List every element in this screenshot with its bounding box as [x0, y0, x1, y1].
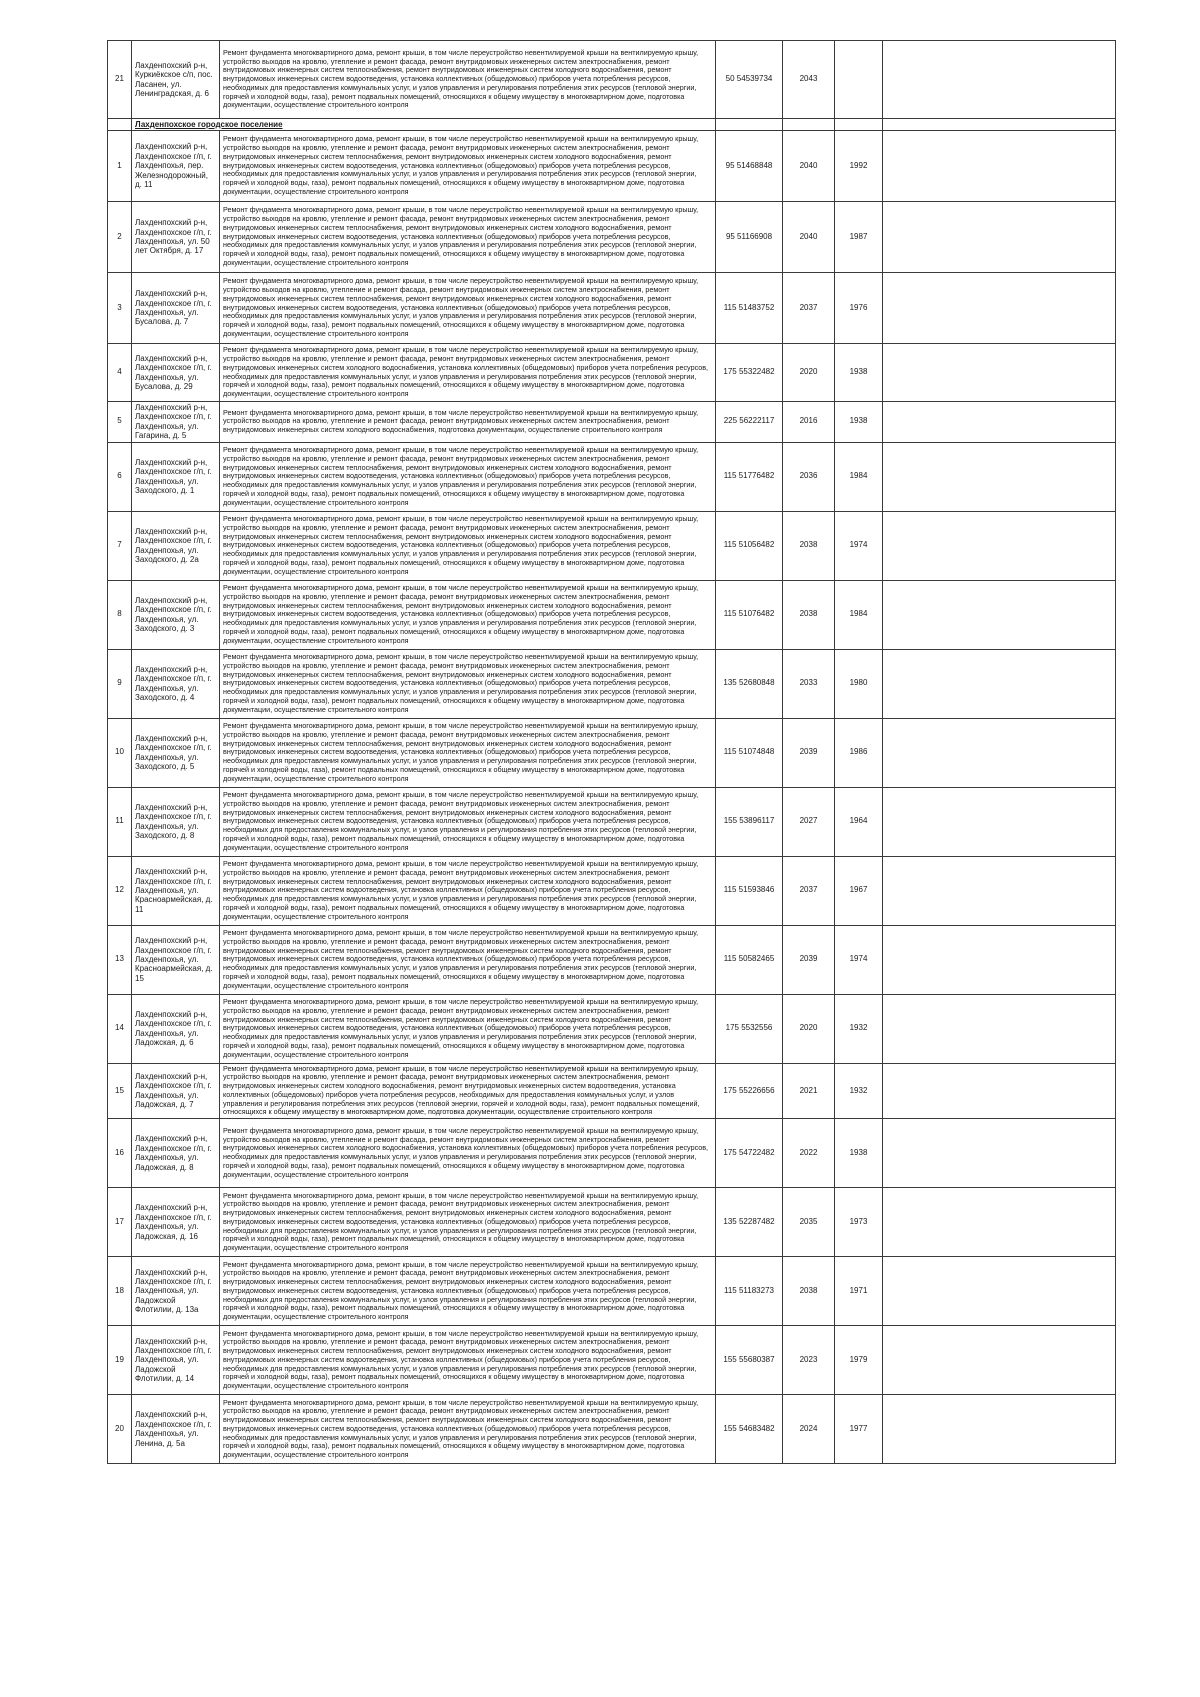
house-address: Лахденпохский р-н, Лахденпохское г/п, г. Лахденпохья, ул. Ладожская, д. 6 — [132, 994, 220, 1063]
cost-code: 135 52287482 — [716, 1188, 783, 1257]
repair-works: Ремонт фундамента многоквартирного дома, ремонт крыши, в том числе переустройство невентилируемой крыши на вентилируемую крышу, устройство выходов на кровлю, утепление и ремонт фасада, ремонт внутридомовых инженерных систем электроснабжения, ремонт внутридомовых инженерных систем теплоснабжения, ремонт внутридомовых инженерных систем холодного водоснабжения, ремонт внутридомовых инженерных систем водоотведения, установка коллективных (общедомовых) приборов учета потребления ресурсов, необходимых для предоставления коммунальных услуг, и узлов управления и регулирования потребления этих ресурсов (тепловой энергии, горячей и холодной воды, газа), ремонт подвальных помещений, относящихся к общему имуществу в многоквартирном доме, подготовка документации, осуществление строительного контроля — [220, 131, 716, 202]
row-number: 17 — [108, 1188, 132, 1257]
empty-cell — [883, 787, 1116, 856]
build-year: 1932 — [835, 1063, 883, 1119]
cost-code: 175 55322482 — [716, 344, 783, 402]
table-row — [108, 41, 1116, 119]
house-address: Лахденпохский р-н, Лахденпохское г/п, г. Лахденпохья, ул. 50 лет Октября, д. 17 — [132, 202, 220, 273]
cost-code: 115 51183273 — [716, 1257, 783, 1326]
empty-cell — [883, 925, 1116, 994]
repair-year: 2023 — [783, 1326, 835, 1395]
cost-code: 135 52680848 — [716, 649, 783, 718]
cost-code: 155 54683482 — [716, 1395, 783, 1464]
house-address: Лахденпохский р-н, Лахденпохское г/п, г. Лахденпохья, ул. Ленина, д. 5а — [132, 1395, 220, 1464]
table-row — [108, 580, 1116, 649]
section-title: Лахденпохское городское поселение — [132, 119, 716, 131]
table-row — [108, 925, 1116, 994]
row-number: 3 — [108, 273, 132, 344]
house-address: Лахденпохский р-н, Лахденпохское г/п, г. Лахденпохья, пер. Железнодорожный, д. 11 — [132, 131, 220, 202]
row-number: 11 — [108, 787, 132, 856]
cost-code: 115 51076482 — [716, 580, 783, 649]
repair-program-table — [107, 40, 1116, 1464]
build-year: 1938 — [835, 1119, 883, 1188]
build-year: 1977 — [835, 1395, 883, 1464]
repair-year: 2039 — [783, 925, 835, 994]
house-address: Лахденпохский р-н, Лахденпохское г/п, г. Лахденпохья, ул. Заходского, д. 4 — [132, 649, 220, 718]
build-year: 1974 — [835, 925, 883, 994]
row-number: 8 — [108, 580, 132, 649]
table-row — [108, 994, 1116, 1063]
empty-cell — [883, 1188, 1116, 1257]
repair-works: Ремонт фундамента многоквартирного дома, ремонт крыши, в том числе переустройство невентилируемой крыши на вентилируемую крышу, устройство выходов на кровлю, утепление и ремонт фасада, ремонт внутридомовых инженерных систем электроснабжения, ремонт внутридомовых инженерных систем теплоснабжения, ремонт внутридомовых инженерных систем холодного водоснабжения, ремонт внутридомовых инженерных систем водоотведения, установка коллективных (общедомовых) приборов учета потребления ресурсов, необходимых для предоставления коммунальных услуг, и узлов управления и регулирования потребления этих ресурсов (тепловой энергии, горячей и холодной воды, газа), ремонт подвальных помещений, относящихся к общему имуществу в многоквартирном доме, подготовка документации, осуществление строительного контроля — [220, 273, 716, 344]
house-address: Лахденпохский р-н, Куркиёкское с/п, пос. Ласанен, ул. Ленинградская, д. 6 — [132, 41, 220, 119]
repair-year: 2027 — [783, 787, 835, 856]
house-address: Лахденпохский р-н, Лахденпохское г/п, г. Лахденпохья, ул. Гагарина, д. 5 — [132, 402, 220, 443]
house-address: Лахденпохский р-н, Лахденпохское г/п, г. Лахденпохья, ул. Ладожской Флотилии, д. 14 — [132, 1326, 220, 1395]
row-number: 2 — [108, 202, 132, 273]
empty-cell — [883, 718, 1116, 787]
repair-works: Ремонт фундамента многоквартирного дома, ремонт крыши, в том числе переустройство невентилируемой крыши на вентилируемую крышу, устройство выходов на кровлю, утепление и ремонт фасада, ремонт внутридомовых инженерных систем электроснабжения, ремонт внутридомовых инженерных систем теплоснабжения, ремонт внутридомовых инженерных систем холодного водоснабжения, ремонт внутридомовых инженерных систем водоотведения, установка коллективных (общедомовых) приборов учета потребления ресурсов, необходимых для предоставления коммунальных услуг, и узлов управления и регулирования потребления этих ресурсов (тепловой энергии, горячей и холодной воды, газа), ремонт подвальных помещений, относящихся к общему имуществу в многоквартирном доме, подготовка документации, осуществление строительного контроля — [220, 580, 716, 649]
empty-cell — [883, 649, 1116, 718]
build-year: 1967 — [835, 856, 883, 925]
row-number: 5 — [108, 402, 132, 443]
row-number: 6 — [108, 442, 132, 511]
repair-year: 2035 — [783, 1188, 835, 1257]
table-row — [108, 649, 1116, 718]
empty-cell — [835, 119, 883, 131]
house-address: Лахденпохский р-н, Лахденпохское г/п, г. Лахденпохья, ул. Заходского, д. 3 — [132, 580, 220, 649]
empty-cell — [883, 856, 1116, 925]
repair-year: 2024 — [783, 1395, 835, 1464]
house-address: Лахденпохский р-н, Лахденпохское г/п, г. Лахденпохья, ул. Красноармейская, д. 15 — [132, 925, 220, 994]
repair-works: Ремонт фундамента многоквартирного дома, ремонт крыши, в том числе переустройство невентилируемой крыши на вентилируемую крышу, устройство выходов на кровлю, утепление и ремонт фасада, ремонт внутридомовых инженерных систем электроснабжения, ремонт внутридомовых инженерных систем теплоснабжения, ремонт внутридомовых инженерных систем холодного водоснабжения, ремонт внутридомовых инженерных систем водоотведения, установка коллективных (общедомовых) приборов учета потребления ресурсов, необходимых для предоставления коммунальных услуг, и узлов управления и регулирования потребления этих ресурсов (тепловой энергии, горячей и холодной воды, газа), ремонт подвальных помещений, относящихся к общему имуществу в многоквартирном доме, подготовка документации, осуществление строительного контроля — [220, 511, 716, 580]
repair-year: 2022 — [783, 1119, 835, 1188]
row-number: 18 — [108, 1257, 132, 1326]
repair-year: 2038 — [783, 580, 835, 649]
table-row — [108, 856, 1116, 925]
empty-cell — [716, 119, 783, 131]
repair-works: Ремонт фундамента многоквартирного дома, ремонт крыши, в том числе переустройство невентилируемой крыши на вентилируемую крышу, устройство выходов на кровлю, утепление и ремонт фасада, ремонт внутридомовых инженерных систем электроснабжения, ремонт внутридомовых инженерных систем теплоснабжения, ремонт внутридомовых инженерных систем холодного водоснабжения, ремонт внутридомовых инженерных систем водоотведения, установка коллективных (общедомовых) приборов учета потребления ресурсов, необходимых для предоставления коммунальных услуг, и узлов управления и регулирования потребления этих ресурсов (тепловой энергии, горячей и холодной воды, газа), ремонт подвальных помещений, относящихся к общему имуществу в многоквартирном доме, подготовка документации, осуществление строительного контроля — [220, 1257, 716, 1326]
table-row — [108, 202, 1116, 273]
cost-code: 175 5532556 — [716, 994, 783, 1063]
empty-cell — [883, 442, 1116, 511]
row-number: 9 — [108, 649, 132, 718]
build-year: 1979 — [835, 1326, 883, 1395]
repair-year: 2037 — [783, 856, 835, 925]
table-body — [108, 41, 1116, 131]
empty-cell — [783, 119, 835, 131]
repair-year: 2040 — [783, 202, 835, 273]
document-page — [107, 40, 1115, 1464]
house-address: Лахденпохский р-н, Лахденпохское г/п, г. Лахденпохья, ул. Заходского, д. 5 — [132, 718, 220, 787]
repair-works: Ремонт фундамента многоквартирного дома, ремонт крыши, в том числе переустройство невентилируемой крыши на вентилируемую крышу, устройство выходов на кровлю, утепление и ремонт фасада, ремонт внутридомовых инженерных систем электроснабжения, ремонт внутридомовых инженерных систем теплоснабжения, ремонт внутридомовых инженерных систем холодного водоснабжения, ремонт внутридомовых инженерных систем водоотведения, установка коллективных (общедомовых) приборов учета потребления ресурсов, необходимых для предоставления коммунальных услуг, и узлов управления и регулирования потребления этих ресурсов (тепловой энергии, горячей и холодной воды, газа), ремонт подвальных помещений, относящихся к общему имуществу в многоквартирном доме, подготовка документации, осуществление строительного контроля — [220, 856, 716, 925]
repair-works: Ремонт фундамента многоквартирного дома, ремонт крыши, в том числе переустройство невентилируемой крыши на вентилируемую крышу, устройство выходов на кровлю, утепление и ремонт фасада, ремонт внутридомовых инженерных систем электроснабжения, ремонт внутридомовых инженерных систем холодного водоснабжения, подготовка документации, осуществление строительного контроля — [220, 402, 716, 443]
repair-year: 2020 — [783, 994, 835, 1063]
cost-code: 115 51056482 — [716, 511, 783, 580]
cost-code: 95 51468848 — [716, 131, 783, 202]
empty-cell — [883, 119, 1116, 131]
repair-works: Ремонт фундамента многоквартирного дома, ремонт крыши, в том числе переустройство невентилируемой крыши на вентилируемую крышу, устройство выходов на кровлю, утепление и ремонт фасада, ремонт внутридомовых инженерных систем электроснабжения, ремонт внутридомовых инженерных систем холодного водоснабжения, установка коллективных (общедомовых) приборов учета потребления ресурсов, необходимых для предоставления коммунальных услуг, и узлов управления и регулирования потребления этих ресурсов (тепловой энергии, горячей и холодной воды, газа), ремонт подвальных помещений, относящихся к общему имуществу в многоквартирном доме, подготовка документации, осуществление строительного контроля — [220, 344, 716, 402]
repair-works: Ремонт фундамента многоквартирного дома, ремонт крыши, в том числе переустройство невентилируемой крыши на вентилируемую крышу, устройство выходов на кровлю, утепление и ремонт фасада, ремонт внутридомовых инженерных систем электроснабжения, ремонт внутридомовых инженерных систем теплоснабжения, ремонт внутридомовых инженерных систем холодного водоснабжения, ремонт внутридомовых инженерных систем водоотведения, установка коллективных (общедомовых) приборов учета потребления ресурсов, необходимых для предоставления коммунальных услуг, и узлов управления и регулирования потребления этих ресурсов (тепловой энергии, горячей и холодной воды, газа), ремонт подвальных помещений, относящихся к общему имуществу в многоквартирном доме, подготовка документации, осуществление строительного контроля — [220, 202, 716, 273]
build-year: 1986 — [835, 718, 883, 787]
repair-works: Ремонт фундамента многоквартирного дома, ремонт крыши, в том числе переустройство невентилируемой крыши на вентилируемую крышу, устройство выходов на кровлю, утепление и ремонт фасада, ремонт внутридомовых инженерных систем электроснабжения, ремонт внутридомовых инженерных систем теплоснабжения, ремонт внутридомовых инженерных систем холодного водоснабжения, ремонт внутридомовых инженерных систем водоотведения, установка коллективных (общедомовых) приборов учета потребления ресурсов, необходимых для предоставления коммунальных услуг, и узлов управления и регулирования потребления этих ресурсов (тепловой энергии, горячей и холодной воды, газа), ремонт подвальных помещений, относящихся к общему имуществу в многоквартирном доме, подготовка документации, осуществление строительного контроля — [220, 925, 716, 994]
cost-code: 115 50582465 — [716, 925, 783, 994]
row-number: 13 — [108, 925, 132, 994]
table-row — [108, 787, 1116, 856]
cost-code: 155 53896117 — [716, 787, 783, 856]
table-row — [108, 1257, 1116, 1326]
table-row — [108, 273, 1116, 344]
empty-cell — [883, 1326, 1116, 1395]
table-row — [108, 511, 1116, 580]
cost-code: 115 51593846 — [716, 856, 783, 925]
house-address: Лахденпохский р-н, Лахденпохское г/п, г. Лахденпохья, ул. Заходского, д. 2а — [132, 511, 220, 580]
build-year: 1984 — [835, 580, 883, 649]
repair-year: 2038 — [783, 511, 835, 580]
repair-year: 2033 — [783, 649, 835, 718]
cost-code: 115 51074848 — [716, 718, 783, 787]
empty-cell — [883, 131, 1116, 202]
repair-works: Ремонт фундамента многоквартирного дома, ремонт крыши, в том числе переустройство невентилируемой крыши на вентилируемую крышу, устройство выходов на кровлю, утепление и ремонт фасада, ремонт внутридомовых инженерных систем электроснабжения, ремонт внутридомовых инженерных систем теплоснабжения, ремонт внутридомовых инженерных систем холодного водоснабжения, ремонт внутридомовых инженерных систем водоотведения, установка коллективных (общедомовых) приборов учета потребления ресурсов, необходимых для предоставления коммунальных услуг, и узлов управления и регулирования потребления этих ресурсов (тепловой энергии, горячей и холодной воды, газа), ремонт подвальных помещений, относящихся к общему имуществу в многоквартирном доме, подготовка документации, осуществление строительного контроля — [220, 649, 716, 718]
build-year: 1984 — [835, 442, 883, 511]
repair-works: Ремонт фундамента многоквартирного дома, ремонт крыши, в том числе переустройство невентилируемой крыши на вентилируемую крышу, устройство выходов на кровлю, утепление и ремонт фасада, ремонт внутридомовых инженерных систем электроснабжения, ремонт внутридомовых инженерных систем теплоснабжения, ремонт внутридомовых инженерных систем холодного водоснабжения, ремонт внутридомовых инженерных систем водоотведения, установка коллективных (общедомовых) приборов учета потребления ресурсов, необходимых для предоставления коммунальных услуг, и узлов управления и регулирования потребления этих ресурсов (тепловой энергии, горячей и холодной воды, газа), ремонт подвальных помещений, относящихся к общему имуществу в многоквартирном доме, подготовка документации, осуществление строительного контроля — [220, 994, 716, 1063]
row-number: 15 — [108, 1063, 132, 1119]
build-year: 1992 — [835, 131, 883, 202]
repair-year: 2021 — [783, 1063, 835, 1119]
house-address: Лахденпохский р-н, Лахденпохское г/п, г. Лахденпохья, ул. Красноармейская, д. 11 — [132, 856, 220, 925]
row-number: 16 — [108, 1119, 132, 1188]
build-year: 1938 — [835, 344, 883, 402]
cost-code: 175 54722482 — [716, 1119, 783, 1188]
house-address: Лахденпохский р-н, Лахденпохское г/п, г. Лахденпохья, ул. Ладожская, д. 16 — [132, 1188, 220, 1257]
empty-cell — [883, 994, 1116, 1063]
cost-code: 155 55680387 — [716, 1326, 783, 1395]
house-address: Лахденпохский р-н, Лахденпохское г/п, г. Лахденпохья, ул. Бусалова, д. 29 — [132, 344, 220, 402]
repair-works: Ремонт фундамента многоквартирного дома, ремонт крыши, в том числе переустройство невентилируемой крыши на вентилируемую крышу, устройство выходов на кровлю, утепление и ремонт фасада, ремонт внутридомовых инженерных систем электроснабжения, ремонт внутридомовых инженерных систем холодного водоснабжения, ремонт внутридомовых инженерных систем водоотведения, установка коллективных (общедомовых) приборов учета потребления ресурсов, необходимых для предоставления коммунальных услуг, и узлов управления и регулирования потребления этих ресурсов (тепловой энергии, горячей и холодной воды, газа), ремонт подвальных помещений, относящихся к общему имуществу в многоквартирном доме, подготовка документации, осуществление строительного контроля — [220, 1063, 716, 1119]
table-row — [108, 1119, 1116, 1188]
empty-cell — [883, 1119, 1116, 1188]
row-number: 4 — [108, 344, 132, 402]
repair-year: 2038 — [783, 1257, 835, 1326]
row-number: 20 — [108, 1395, 132, 1464]
table-row — [108, 131, 1116, 202]
repair-year: 2037 — [783, 273, 835, 344]
repair-works: Ремонт фундамента многоквартирного дома, ремонт крыши, в том числе переустройство невентилируемой крыши на вентилируемую крышу, устройство выходов на кровлю, утепление и ремонт фасада, ремонт внутридомовых инженерных систем электроснабжения, ремонт внутридомовых инженерных систем теплоснабжения, ремонт внутридомовых инженерных систем холодного водоснабжения, ремонт внутридомовых инженерных систем водоотведения, установка коллективных (общедомовых) приборов учета потребления ресурсов, необходимых для предоставления коммунальных услуг, и узлов управления и регулирования потребления этих ресурсов (тепловой энергии, горячей и холодной воды, газа), ремонт подвальных помещений, относящихся к общему имуществу в многоквартирном доме, подготовка документации, осуществление строительного контроля — [220, 718, 716, 787]
empty-cell — [883, 511, 1116, 580]
repair-works: Ремонт фундамента многоквартирного дома, ремонт крыши, в том числе переустройство невентилируемой крыши на вентилируемую крышу, устройство выходов на кровлю, утепление и ремонт фасада, ремонт внутридомовых инженерных систем электроснабжения, ремонт внутридомовых инженерных систем холодного водоснабжения, установка коллективных (общедомовых) приборов учета потребления ресурсов, необходимых для предоставления коммунальных услуг, и узлов управления и регулирования потребления этих ресурсов (тепловой энергии, горячей и холодной воды, газа), ремонт подвальных помещений, относящихся к общему имуществу в многоквартирном доме, подготовка документации, осуществление строительного контроля — [220, 1119, 716, 1188]
repair-works: Ремонт фундамента многоквартирного дома, ремонт крыши, в том числе переустройство невентилируемой крыши на вентилируемую крышу, устройство выходов на кровлю, утепление и ремонт фасада, ремонт внутридомовых инженерных систем электроснабжения, ремонт внутридомовых инженерных систем теплоснабжения, ремонт внутридомовых инженерных систем холодного водоснабжения, ремонт внутридомовых инженерных систем водоотведения, установка коллективных (общедомовых) приборов учета потребления ресурсов, необходимых для предоставления коммунальных услуг, и узлов управления и регулирования потребления этих ресурсов (тепловой энергии, горячей и холодной воды, газа), ремонт подвальных помещений, относящихся к общему имуществу в многоквартирном доме, подготовка документации, осуществление строительного контроля — [220, 1188, 716, 1257]
row-number: 19 — [108, 1326, 132, 1395]
repair-works: Ремонт фундамента многоквартирного дома, ремонт крыши, в том числе переустройство невентилируемой крыши на вентилируемую крышу, устройство выходов на кровлю, утепление и ремонт фасада, ремонт внутридомовых инженерных систем электроснабжения, ремонт внутридомовых инженерных систем теплоснабжения, ремонт внутридомовых инженерных систем холодного водоснабжения, ремонт внутридомовых инженерных систем водоотведения, установка коллективных (общедомовых) приборов учета потребления ресурсов, необходимых для предоставления коммунальных услуг, и узлов управления и регулирования потребления этих ресурсов (тепловой энергии, горячей и холодной воды, газа), ремонт подвальных помещений, относящихся к общему имуществу в многоквартирном доме, подготовка документации, осуществление строительного контроля — [220, 41, 716, 119]
empty-cell — [108, 119, 132, 131]
empty-cell — [883, 402, 1116, 443]
table-row — [108, 1063, 1116, 1119]
cost-code: 50 54539734 — [716, 41, 783, 119]
house-rows — [108, 131, 1116, 1464]
empty-cell — [883, 273, 1116, 344]
row-number: 21 — [108, 41, 132, 119]
row-number: 10 — [108, 718, 132, 787]
repair-year: 2036 — [783, 442, 835, 511]
empty-cell — [883, 1257, 1116, 1326]
build-year: 1973 — [835, 1188, 883, 1257]
row-number: 1 — [108, 131, 132, 202]
empty-cell — [883, 580, 1116, 649]
build-year: 1987 — [835, 202, 883, 273]
build-year — [835, 41, 883, 119]
row-number: 7 — [108, 511, 132, 580]
repair-works: Ремонт фундамента многоквартирного дома, ремонт крыши, в том числе переустройство невентилируемой крыши на вентилируемую крышу, устройство выходов на кровлю, утепление и ремонт фасада, ремонт внутридомовых инженерных систем электроснабжения, ремонт внутридомовых инженерных систем теплоснабжения, ремонт внутридомовых инженерных систем холодного водоснабжения, ремонт внутридомовых инженерных систем водоотведения, установка коллективных (общедомовых) приборов учета потребления ресурсов, необходимых для предоставления коммунальных услуг, и узлов управления и регулирования потребления этих ресурсов (тепловой энергии, горячей и холодной воды, газа), ремонт подвальных помещений, относящихся к общему имуществу в многоквартирном доме, подготовка документации, осуществление строительного контроля — [220, 787, 716, 856]
empty-cell — [883, 344, 1116, 402]
table-row — [108, 402, 1116, 443]
table-row — [108, 442, 1116, 511]
cost-code: 115 51776482 — [716, 442, 783, 511]
build-year: 1971 — [835, 1257, 883, 1326]
repair-year: 2016 — [783, 402, 835, 443]
cost-code: 95 51166908 — [716, 202, 783, 273]
cost-code: 115 51483752 — [716, 273, 783, 344]
build-year: 1974 — [835, 511, 883, 580]
table-row — [108, 1395, 1116, 1464]
repair-works: Ремонт фундамента многоквартирного дома, ремонт крыши, в том числе переустройство невентилируемой крыши на вентилируемую крышу, устройство выходов на кровлю, утепление и ремонт фасада, ремонт внутридомовых инженерных систем электроснабжения, ремонт внутридомовых инженерных систем теплоснабжения, ремонт внутридомовых инженерных систем холодного водоснабжения, ремонт внутридомовых инженерных систем водоотведения, установка коллективных (общедомовых) приборов учета потребления ресурсов, необходимых для предоставления коммунальных услуг, и узлов управления и регулирования потребления этих ресурсов (тепловой энергии, горячей и холодной воды, газа), ремонт подвальных помещений, относящихся к общему имуществу в многоквартирном доме, подготовка документации, осуществление строительного контроля — [220, 1326, 716, 1395]
row-number: 12 — [108, 856, 132, 925]
repair-works: Ремонт фундамента многоквартирного дома, ремонт крыши, в том числе переустройство невентилируемой крыши на вентилируемую крышу, устройство выходов на кровлю, утепление и ремонт фасада, ремонт внутридомовых инженерных систем электроснабжения, ремонт внутридомовых инженерных систем теплоснабжения, ремонт внутридомовых инженерных систем холодного водоснабжения, ремонт внутридомовых инженерных систем водоотведения, установка коллективных (общедомовых) приборов учета потребления ресурсов, необходимых для предоставления коммунальных услуг, и узлов управления и регулирования потребления этих ресурсов (тепловой энергии, горячей и холодной воды, газа), ремонт подвальных помещений, относящихся к общему имуществу в многоквартирном доме, подготовка документации, осуществление строительного контроля — [220, 1395, 716, 1464]
repair-year: 2039 — [783, 718, 835, 787]
build-year: 1976 — [835, 273, 883, 344]
cost-code: 225 56222117 — [716, 402, 783, 443]
house-address: Лахденпохский р-н, Лахденпохское г/п, г. Лахденпохья, ул. Заходского, д. 1 — [132, 442, 220, 511]
table-row — [108, 1188, 1116, 1257]
row-number: 14 — [108, 994, 132, 1063]
house-address: Лахденпохский р-н, Лахденпохское г/п, г. Лахденпохья, ул. Бусалова, д. 7 — [132, 273, 220, 344]
repair-year: 2020 — [783, 344, 835, 402]
repair-year: 2040 — [783, 131, 835, 202]
empty-cell — [883, 1063, 1116, 1119]
repair-year: 2043 — [783, 41, 835, 119]
build-year: 1938 — [835, 402, 883, 443]
repair-works: Ремонт фундамента многоквартирного дома, ремонт крыши, в том числе переустройство невентилируемой крыши на вентилируемую крышу, устройство выходов на кровлю, утепление и ремонт фасада, ремонт внутридомовых инженерных систем электроснабжения, ремонт внутридомовых инженерных систем теплоснабжения, ремонт внутридомовых инженерных систем холодного водоснабжения, ремонт внутридомовых инженерных систем водоотведения, установка коллективных (общедомовых) приборов учета потребления ресурсов, необходимых для предоставления коммунальных услуг, и узлов управления и регулирования потребления этих ресурсов (тепловой энергии, горячей и холодной воды, газа), ремонт подвальных помещений, относящихся к общему имуществу в многоквартирном доме, подготовка документации, осуществление строительного контроля — [220, 442, 716, 511]
house-address: Лахденпохский р-н, Лахденпохское г/п, г. Лахденпохья, ул. Ладожская, д. 8 — [132, 1119, 220, 1188]
cost-code: 175 55226656 — [716, 1063, 783, 1119]
section-row — [108, 119, 1116, 131]
build-year: 1932 — [835, 994, 883, 1063]
build-year: 1964 — [835, 787, 883, 856]
empty-cell — [883, 202, 1116, 273]
table-row — [108, 344, 1116, 402]
table-row — [108, 1326, 1116, 1395]
empty-cell — [883, 41, 1116, 119]
empty-cell — [883, 1395, 1116, 1464]
house-address: Лахденпохский р-н, Лахденпохское г/п, г. Лахденпохья, ул. Ладожская, д. 7 — [132, 1063, 220, 1119]
house-address: Лахденпохский р-н, Лахденпохское г/п, г. Лахденпохья, ул. Заходского, д. 8 — [132, 787, 220, 856]
table-row — [108, 718, 1116, 787]
house-address: Лахденпохский р-н, Лахденпохское г/п, г. Лахденпохья, ул. Ладожской Флотилии, д. 13а — [132, 1257, 220, 1326]
build-year: 1980 — [835, 649, 883, 718]
